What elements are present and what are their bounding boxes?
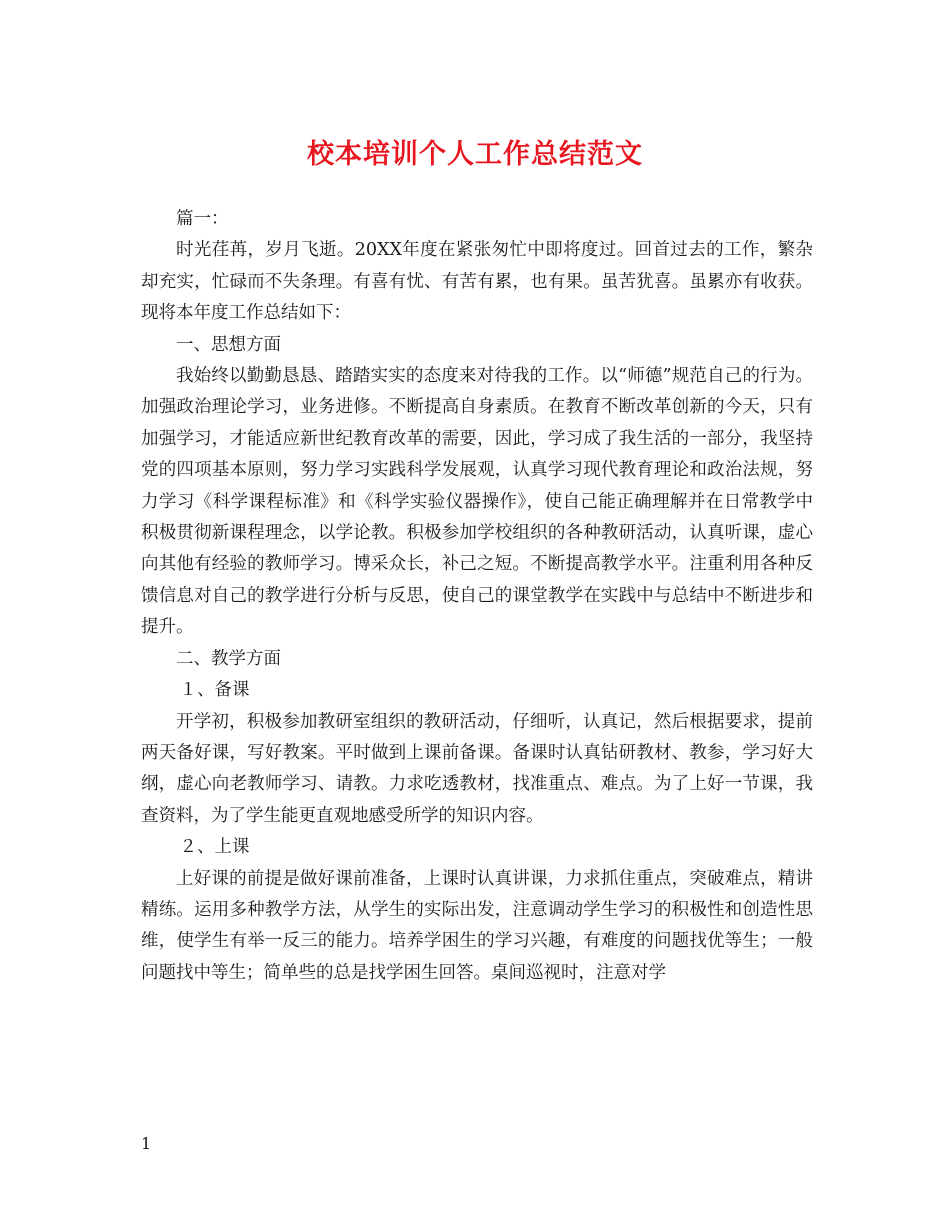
document-body [141,204,813,989]
ideology-paragraph: 我始终以勤勤恳恳、踏踏实实的态度来对待我的工作。以“师德”规范自己的行为。加强政治理论学习，业务进修。不断提高自身素质。在教育不断改革创新的今天，只有加强学习，才能适应新世纪教育改革的需要，因此，学习成了我生活的一部分，我坚持党的四项基本原则，努力学习实践科学发展观，认真学习现代教育理论和政治法规，努力学习《科学课程标准》和《科学实验仪器操作》，使自己能正确理解并在日常教学中积极贯彻新课程理念，以学论教。积极参加学校组织的各种教研活动，认真听课，虚心向其他有经验的教师学习。博采众长，补己之短。不断提高教学水平。注重利用各种反馈信息对自己的教学进行分析与反思，使自己的课堂教学在实践中与总结中不断进步和提升。 [141,366,813,638]
subheading-teaching-class: ２、上课 [179,837,250,858]
page-number: 1 [141,1134,152,1153]
document-title: 校本培训个人工作总结范文 [307,139,643,170]
heading-ideology: 一、思想方面 [176,334,281,355]
section-label-part-one: 篇一： [176,209,229,229]
subheading-lesson-prep: １、备课 [179,680,250,701]
teaching-class-paragraph: 上好课的前提是做好课前准备，上课时认真讲课，力求抓住重点，突破难点，精讲精练。运用多种教学方法，从学生的实际出发，注意调动学生学习的积极性和创造性思维，使学生有举一反三的能力。培养学困生的学习兴趣，有难度的问题找优等生；一般问题找中等生；简单些的总是找学困生回答。桌间巡视时，注意对学 [141,868,813,983]
lesson-prep-paragraph: 开学初，积极参加教研室组织的教研活动，仔细听，认真记，然后根据要求，提前两天备好课，写好教案。平时做到上课前备课。备课时认真钻研教材、教参，学习好大纲，虚心向老教师学习、请教。力求吃透教材，找准重点、难点。为了上好一节课，我查资料，为了学生能更直观地感受所学的知识内容。 [141,711,813,826]
intro-paragraph: 时光荏苒，岁月飞逝。20XX年度在紧张匆忙中即将度过。回首过去的工作，繁杂却充实，忙碌而不失条理。有喜有忧、有苦有累，也有果。虽苦犹喜。虽累亦有收获。现将本年度工作总结如下： [141,240,813,324]
heading-teaching: 二、教学方面 [176,648,281,669]
